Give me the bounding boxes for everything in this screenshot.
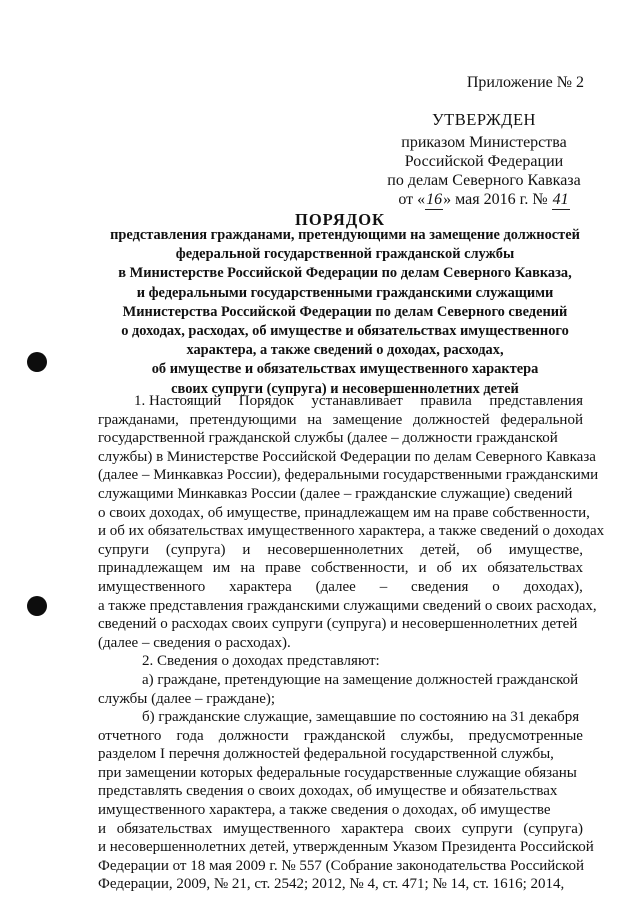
body-line: принадлежащем им на праве собственности, и об их обязательствах <box>98 560 583 577</box>
body-line: Федерации, 2009, № 21, ст. 2542; 2012, № 4, ст. 471; № 14, ст. 1616; 2014, <box>98 876 565 893</box>
handwritten-order-number: 41 <box>552 191 569 208</box>
appendix-label: Приложение № 2 <box>466 74 584 91</box>
subtitle-line: Министерства Российской Федерации по делам Северного сведений <box>122 303 568 320</box>
subtitle-line: об имуществе и обязательствах имущественного характера <box>151 361 539 378</box>
order-date-line <box>384 190 584 210</box>
body-line: и несовершеннолетних детей, утвержденным Указом Президента Российской <box>98 839 594 856</box>
body-line: служащими Минкавказ России (далее – гражданские служащие) сведений <box>98 485 573 502</box>
subtitle-line: и федеральными государственными гражданскими служащими <box>136 284 554 301</box>
subtitle-line: в Министерстве Российской Федерации по делам Северного Кавказа, <box>118 265 572 282</box>
date-mid: » мая 2016 г. № <box>443 191 548 208</box>
subtitle-line: характера, а также сведений о доходах, расходах, <box>186 342 504 359</box>
body-line: разделом I перечня должностей федеральной государственной службы, <box>98 746 554 763</box>
approval-block <box>384 110 584 210</box>
body-line: имущественного характера, а также сведения о доходах, об имуществе <box>98 802 551 819</box>
document-body <box>98 392 605 894</box>
subtitle-line: своих супруги (супруга) и несовершеннолетних детей <box>171 380 519 397</box>
body-line: Федерации от 18 мая 2009 г. № 557 (Собрание законодательства Российской <box>98 857 584 874</box>
body-line: 2. Сведения о доходах представляют: <box>142 653 380 670</box>
date-prefix: от « <box>398 191 426 208</box>
body-line: и обязательствах имущественного характера своих супруги (супруга) <box>98 820 583 837</box>
body-line: государственной гражданской службы (далее – должности гражданской <box>98 430 558 447</box>
order-line: Российской Федерации <box>404 153 564 170</box>
subtitle-line: представления гражданами, претендующими на замещение должностей <box>110 227 580 243</box>
body-line: представлять сведения о своих доходах, об имуществе и обязательствах <box>98 783 558 800</box>
approved-heading: УТВЕРЖДЕН <box>432 110 536 129</box>
body-line: супруги (супруга) и несовершеннолетних детей, об имуществе, <box>98 541 583 558</box>
body-line: (далее – Минкавказ России), федеральными государственными гражданскими <box>98 467 599 484</box>
document-title: ПОРЯДОК <box>295 210 385 229</box>
body-line: имущественного характера (далее – сведения о доходах), <box>98 578 583 595</box>
body-line: а) граждане, претендующие на замещение должностей гражданской <box>142 671 579 688</box>
body-line: а также представления гражданскими служащими сведений о своих расходах, <box>98 597 597 614</box>
body-line: отчетного года должности гражданской службы, предусмотренные <box>98 727 583 744</box>
body-line: б) гражданские служащие, замещавшие по состоянию на 31 декабря <box>142 709 580 726</box>
body-line: при замещении которых федеральные государственные служащие обязаны <box>98 764 577 781</box>
handwritten-day: 16 <box>426 191 443 208</box>
subtitle-line: федеральной государственной гражданской службы <box>175 246 515 263</box>
order-line: приказом Министерства <box>401 134 567 151</box>
punch-hole-mark <box>27 352 47 372</box>
body-line: о своих доходах, об имуществе, принадлежащем им на праве собственности, <box>98 504 590 521</box>
punch-hole-mark <box>27 596 47 616</box>
document-subtitle <box>90 226 600 399</box>
body-line: 1. Настоящий Порядок устанавливает правила представления <box>134 393 583 409</box>
order-line: по делам Северного Кавказа <box>387 172 581 189</box>
body-line: сведений о расходах своих супруги (супруга) и несовершеннолетних детей <box>98 616 578 633</box>
body-line: (далее – сведения о расходах). <box>98 634 291 651</box>
subtitle-line: о доходах, расходах, об имуществе и обязательствах имущественного <box>121 323 569 340</box>
body-line: службы) в Министерстве Российской Федерации по делам Северного Кавказа <box>98 448 596 465</box>
body-line: и об их обязательствах имущественного характера, а также сведений о доходах <box>98 523 605 540</box>
body-line: службы (далее – граждане); <box>98 690 276 707</box>
body-line: гражданами, претендующими на замещение должностей федеральной <box>98 411 583 428</box>
